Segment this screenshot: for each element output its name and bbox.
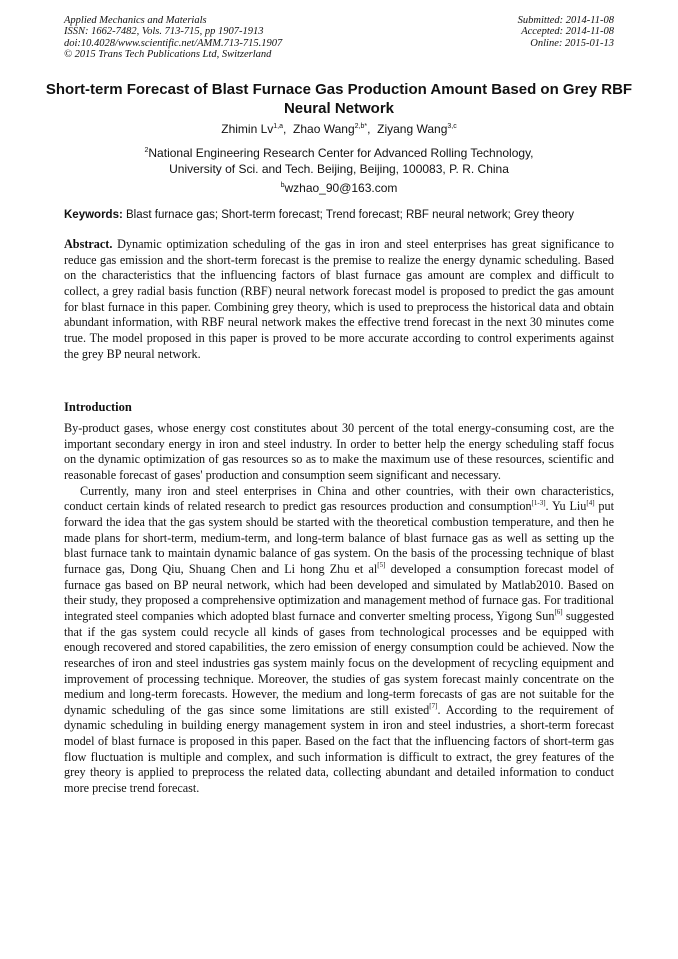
paragraph-text: put forward the idea that the gas system should be started with the theoretical combustion temperature, and then he made plans for short-term, medium-term, and long-term balance of blast furnace gas as well as setting up the blast furnace tank to maintain dynamic balance of gas system. On the basis of the processing technique of blast furnace gas, Dong Qiu, Shuang Chen and Li hong Zhu et al (64, 499, 614, 576)
keywords-text: Blast furnace gas; Short-term forecast; Trend forecast; RBF neural network; Grey theory (126, 209, 575, 221)
author-name: Zhimin Lv (221, 122, 274, 136)
paragraph-text: . Yu Liu (545, 499, 587, 514)
journal-info (64, 15, 282, 60)
affiliation-superscript: 2 (144, 146, 149, 154)
issn-line: ISSN: 1662-7482, Vols. 713-715, pp 1907-1913 (64, 26, 264, 38)
author-name: Zhao Wang (293, 122, 355, 136)
submission-dates (518, 15, 614, 49)
affiliation-line-1: National Engineering Research Center for Advanced Rolling Technology, (148, 146, 534, 160)
abstract (64, 237, 614, 362)
author-name: Ziyang Wang (377, 122, 448, 136)
author-superscript: 1,a (273, 122, 284, 130)
corresponding-email (40, 180, 638, 196)
doi-line[interactable]: doi:10.4028/www.scientific.net/AMM.713-715.1907 (64, 37, 283, 49)
affiliation (40, 146, 638, 177)
paragraph-text: suggested that if the gas system could recycle all kinds of gases from technological processes and be equipped with enough recovered and stored capabilities, the zero emission of energy consumption could be achieved. Now the researches of iron and steel industries gas system mainly focus on the development of recycling equipment and improvement of processing technique. Moreover, the studies of gas system forecast mainly concentrate on the medium and long-term forecasts. However, the medium and long-term forecasts of gas are not suitable for the dynamic scheduling of the gas since some limitations are still existed (64, 608, 614, 717)
submitted-date: Submitted: 2014-11-08 (517, 15, 614, 26)
author-list: Zhimin Lv$^{1,a}$, Zhao Wang$^{2,b*}$, Ziyang Wang$^{3,c}$ (221, 122, 457, 136)
accepted-date: Accepted: 2014-11-08 (521, 26, 614, 38)
section-heading-introduction: Introduction (64, 400, 132, 414)
citation-ref[interactable]: [4] (586, 498, 595, 507)
paragraph-text: Currently, many iron and steel enterprises in China and other countries, with their own characteristics, conduct certain kinds of related research to predict gas resources production and consumption (64, 483, 614, 514)
paper-title: Short-term Forecast of Blast Furnace Gas Production Amount Based on Grey RBF Neural Network (45, 81, 633, 117)
intro-paragraph-1: By-product gases, whose energy cost constitutes about 30 percent of the total energy-consuming cost, are the important secondary energy in iron and steel industry. In order to better help the energy scheduling staff focus on the dynamic optimization of gas resources so as to make the maximum use of these resources, scientific and reasonable forecast of gases' production and consumption seem significant and necessary. (64, 421, 614, 482)
citation-ref[interactable]: [6] (554, 608, 563, 617)
author-superscript: 3,c (447, 122, 457, 130)
abstract-label: Abstract. (64, 237, 113, 251)
introduction-body (64, 421, 614, 797)
keywords (64, 208, 624, 223)
email-address[interactable]: wzhao_90@163.com (284, 181, 398, 195)
author-superscript: 2,b* (354, 122, 368, 130)
online-date: Online: 2015-01-13 (530, 37, 614, 49)
keywords-label: Keywords: (64, 209, 123, 221)
email-superscript: b (280, 181, 285, 189)
journal-name: Applied Mechanics and Materials (64, 15, 207, 26)
citation-ref[interactable]: [7] (429, 702, 438, 711)
copyright-line: © 2015 Trans Tech Publications Ltd, Switzerland (64, 48, 272, 60)
citation-ref[interactable]: [1-3] (531, 498, 546, 507)
affiliation-line-2: University of Sci. and Tech. Beijing, Beijing, 100083, P. R. China (169, 161, 509, 176)
paragraph-text: . According to the requirement of dynamic scheduling in building energy management system in iron and steel industries, a short-term forecast model of blast furnace is proposed in this paper. Based on the fact that the influencing factors of short-term gas flow fluctuation is multiple and complex, and such information is difficult to extract, the grey features of the grey theory is applied to preprocess the related data, collecting abundant and detailed information to conduct more precise trend forecast. (64, 702, 614, 796)
citation-ref[interactable]: [5] (377, 561, 386, 570)
paragraph-text: developed a consumption forecast model of furnace gas based on BP neural network, which had been developed and simulated by Matlab2010. Based on their study, they proposed a comprehensive optimization and management method of furnace gas. For traditional integrated steel companies which adopted blast furnace and converter smelting process, Yigong Sun (64, 561, 614, 623)
abstract-text: Dynamic optimization scheduling of the gas in iron and steel enterprises has great significance to reduce gas emission and the short-term forecast is the premise to realize the energy dynamic scheduling. Based on the characteristics that the influencing factors of blast furnace gas amount are complex and difficult to collect, a grey radial basis function (RBF) neural network forecast model is proposed to predict the gas amount for blast furnace in this paper. Combining grey theory, which is used to preprocess the historical data and obtain abundant information, with RBF neural network makes the effective trend forecast in the next 30 minutes come true. The model proposed in this paper is proved to be more accurate according to control experiments against the grey BP neural network. (64, 237, 614, 361)
intro-paragraph-2 (64, 484, 614, 797)
